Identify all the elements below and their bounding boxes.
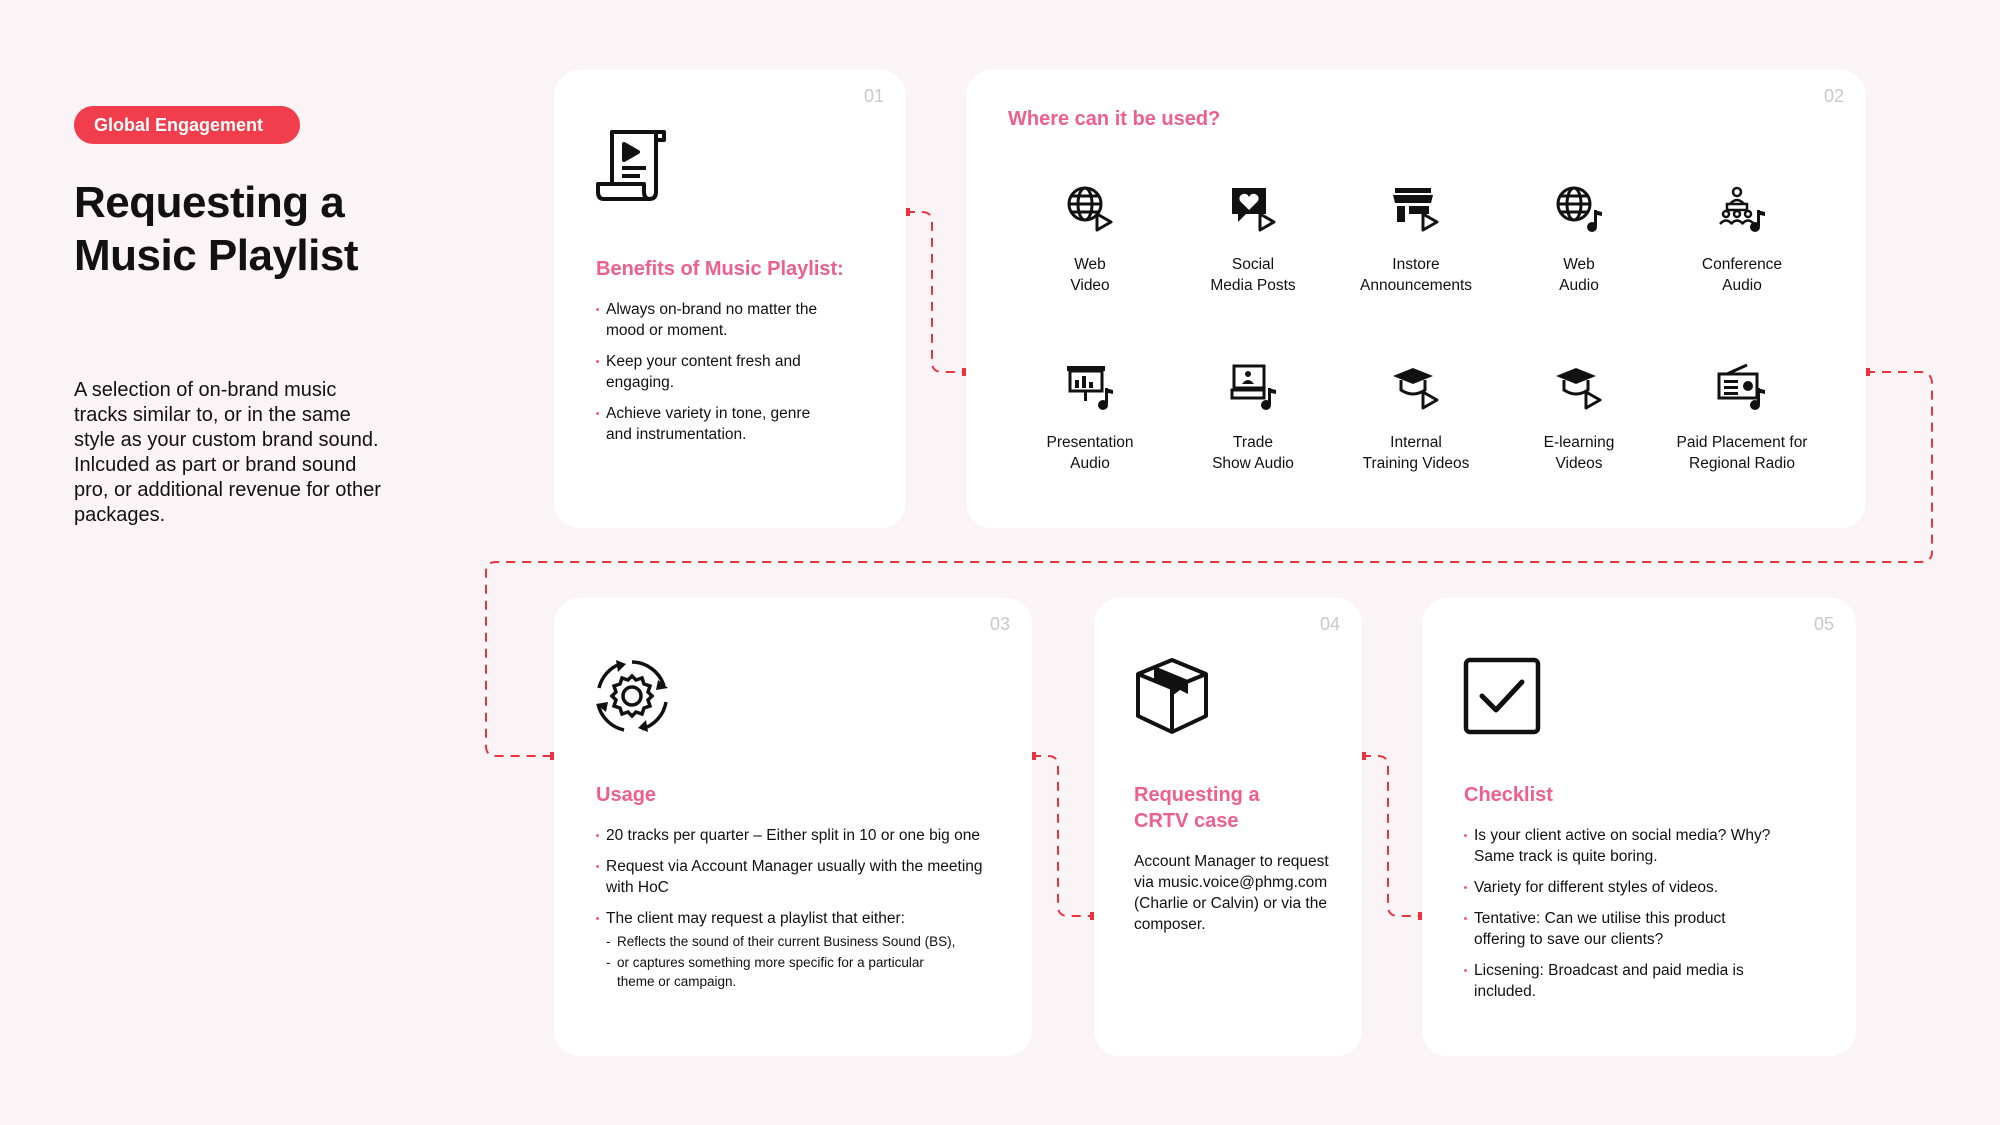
- list-item: Keep your content fresh and engaging.: [596, 351, 806, 393]
- sub-list-item: - or captures something more specific for a particular theme or campaign.: [606, 953, 957, 991]
- sub-list-item: - Reflects the sound of their current Business Sound (BS),: [606, 932, 996, 951]
- use-label: Social Media Posts: [1210, 256, 1296, 294]
- use-item-paid-radio: [1662, 362, 1822, 474]
- use-label: Presentation Audio: [1046, 434, 1134, 472]
- list-item: [596, 825, 996, 846]
- card-heading: Benefits of Music Playlist:: [596, 258, 844, 280]
- section-badge: Global Engagement: [74, 106, 300, 144]
- box-icon: [1132, 656, 1212, 736]
- uses-grid: [966, 70, 1866, 528]
- card-number: 02: [1823, 86, 1844, 106]
- checkbox-icon: [1462, 656, 1542, 736]
- use-item-instore: [1336, 184, 1496, 296]
- store-play-icon: [1391, 184, 1441, 234]
- list-item: Licsening: Broadcast and paid media is included.: [1464, 960, 1764, 1002]
- use-label: Web Audio: [1559, 256, 1599, 294]
- list-item: Tentative: Can we utilise this product offering to save our clients?: [1464, 908, 1774, 950]
- use-item-elearning: [1499, 362, 1659, 474]
- list-item: Always on-brand no matter the mood or moment.: [596, 299, 856, 341]
- use-label: Internal Training Videos: [1362, 434, 1470, 472]
- card-checklist: [1422, 598, 1856, 1056]
- use-item-conference: [1662, 184, 1822, 296]
- list-item: Is your client active on social media? Why? Same track is quite boring.: [1464, 825, 1814, 867]
- radio-music-icon: [1717, 362, 1767, 412]
- card-heading: Where can it be used?: [1008, 108, 1221, 130]
- checklist-list: [1464, 825, 1824, 1012]
- card-number: 05: [1813, 614, 1834, 634]
- use-label: Instore Announcements: [1359, 256, 1473, 294]
- benefits-list: [596, 299, 856, 455]
- card-number: 01: [863, 86, 884, 106]
- use-item-trade-show: [1173, 362, 1333, 474]
- connector-04-05: [1362, 756, 1422, 916]
- speaker-audience-music-icon: [1717, 184, 1767, 234]
- use-item-social-media: [1173, 184, 1333, 296]
- globe-music-icon: [1554, 184, 1604, 234]
- use-label: Web Video: [1070, 256, 1110, 294]
- list-item-text: The client may request a playlist that either:: [606, 910, 905, 927]
- card-number: 03: [989, 614, 1010, 634]
- card-heading: Checklist: [1464, 784, 1553, 806]
- trade-show-music-icon: [1228, 362, 1278, 412]
- connector-03-04: [1032, 756, 1094, 916]
- use-label: Trade Show Audio: [1212, 434, 1294, 472]
- graduation-cap-play-icon: [1554, 362, 1604, 412]
- use-item-web-video: [1010, 184, 1170, 296]
- use-label: Conference Audio: [1701, 256, 1783, 294]
- usage-list: [596, 825, 996, 1001]
- usage-sub-list: [606, 932, 996, 991]
- card-crtv: [1094, 598, 1362, 1056]
- card-uses: [966, 70, 1866, 528]
- list-item: Variety for different styles of videos.: [1464, 877, 1824, 898]
- card-usage: [554, 598, 1032, 1056]
- list-item: Achieve variety in tone, genre and instrumentation.: [596, 403, 836, 445]
- list-item-text: 20 tracks per quarter – Either split in 10 or one big one: [606, 827, 980, 844]
- graduation-cap-play-icon: [1391, 362, 1441, 412]
- intro-text: A selection of on-brand music tracks similar to, or in the same style as your custom brand sound. Inlcuded as part or brand sound pro, or additional revenue for other packages.: [74, 379, 381, 526]
- card-number: 04: [1319, 614, 1340, 634]
- heart-chat-play-icon: [1228, 184, 1278, 234]
- use-label: E-learning Videos: [1543, 434, 1615, 472]
- list-item-text: Request via Account Manager usually with the meeting with HoC: [606, 858, 983, 896]
- gear-cycle-icon: [592, 656, 672, 736]
- use-item-presentation: [1010, 362, 1170, 474]
- page-title: Requesting a Music Playlist: [74, 178, 359, 280]
- music-document-icon: [594, 124, 674, 204]
- connector-01-02: [906, 212, 966, 372]
- use-label: Paid Placement for Regional Radio: [1676, 434, 1808, 472]
- list-item: [596, 908, 996, 991]
- card-heading: Requesting a CRTV case: [1134, 784, 1260, 832]
- card-heading: Usage: [596, 784, 657, 806]
- use-item-web-audio: [1499, 184, 1659, 296]
- globe-play-icon: [1065, 184, 1115, 234]
- card-benefits: [554, 70, 906, 528]
- presentation-music-icon: [1065, 362, 1115, 412]
- list-item: [596, 856, 996, 898]
- use-item-internal-training: [1336, 362, 1496, 474]
- crtv-body: Account Manager to request via music.voice@phmg.com (Charlie or Calvin) or via the composer.: [1134, 853, 1329, 933]
